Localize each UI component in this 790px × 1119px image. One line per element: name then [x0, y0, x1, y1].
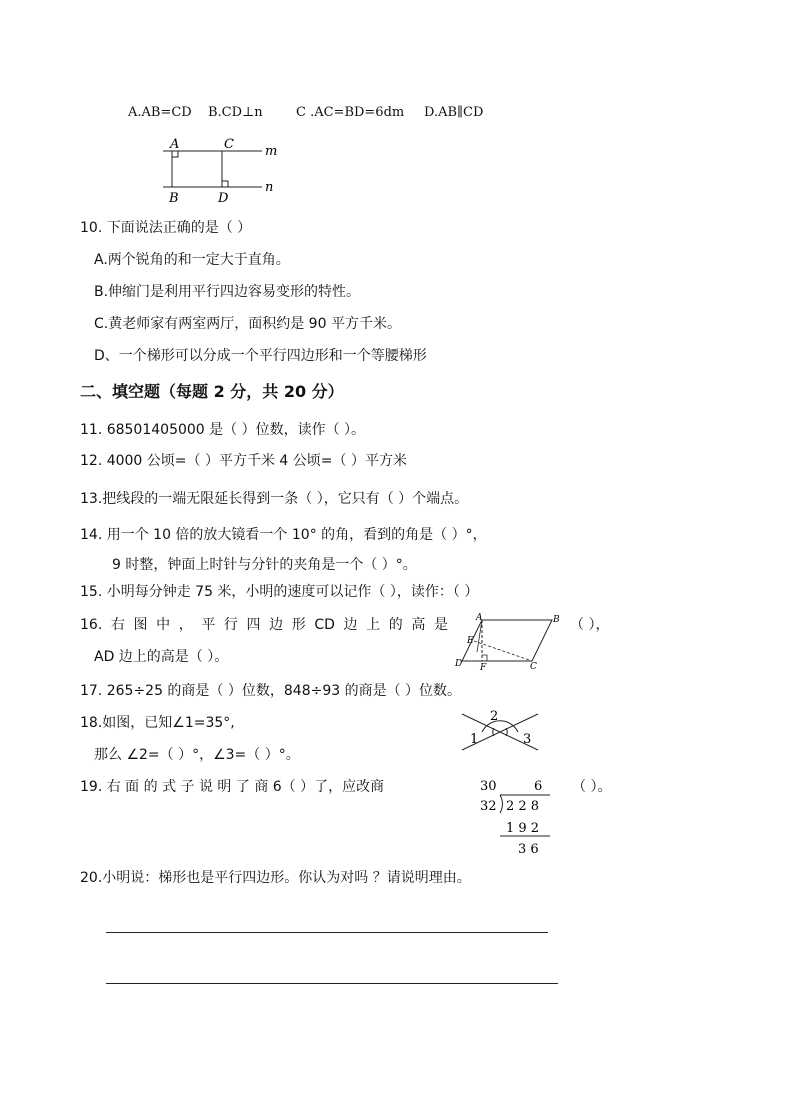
q18-line1: 18.如图，已知∠1=35°, [80, 715, 235, 731]
q16-line1-tail: （ ）， [570, 617, 610, 633]
q16-char: 是 [433, 617, 448, 633]
q9-label-c: C [224, 137, 234, 152]
q16-char: ， [178, 617, 193, 633]
q17: 17. 265÷25 的商是（ ）位数，848÷93 的商是（ ）位数。 [80, 683, 462, 699]
q9-option-b: B.CD⊥n [208, 105, 263, 120]
q16-char: 行 [223, 617, 238, 633]
q13: 13.把线段的一端无限延长得到一条（ ），它只有（ ）个端点。 [80, 491, 469, 507]
q10-option-c: C.黄老师家有两室两厅，面积约是 90 平方千米。 [94, 316, 401, 332]
q19-product: 1 9 2 [506, 821, 540, 836]
q9-figure [160, 134, 290, 204]
q19-quotient-left: 30 [480, 779, 497, 794]
q10-option-d: D、一个梯形可以分成一个平行四边形和一个等腰梯形 [94, 348, 427, 364]
q14-line1: 14. 用一个 10 倍的放大镜看一个 10° 的角，看到的角是（ ）°， [80, 527, 487, 543]
q16-number: 16. [80, 617, 103, 633]
q12: 12. 4000 公顷=（ ）平方千米 4 公顷=（ ）平方米 [80, 453, 407, 469]
q18-figure [458, 708, 548, 758]
q20: 20.小明说：梯形也是平行四边形。你认为对吗 ？请说明理由。 [80, 870, 471, 886]
q11: 11. 68501405000 是（ ）位数，读作（ ）。 [80, 422, 366, 438]
q9-label-b: B [169, 191, 179, 206]
q16-label-f: F [480, 663, 487, 673]
q19-quotient-right: 6 [534, 779, 543, 794]
q9-label-n: n [265, 180, 274, 195]
q18-line2: 那么 ∠2=（ ）°，∠3=（ ）°。 [94, 747, 300, 763]
q18-label-2: 2 [490, 709, 499, 724]
q16-char: 上 [366, 617, 381, 633]
q19-dividend: 2 2 8 [506, 799, 540, 814]
q18-label-3: 3 [523, 732, 532, 747]
q10-stem: 10. 下面说法正确的是（ ） [80, 220, 252, 236]
q16-line1 [80, 615, 448, 635]
q16-char: 平 [201, 617, 216, 633]
q19-text: 19. 右 面 的 式 子 说 明 了 商 6（ ）了，应改商 [80, 779, 385, 795]
q9-option-a: A.AB=CD [128, 105, 192, 120]
q19-remainder: 3 6 [518, 842, 539, 857]
q16-char: 右 [110, 617, 125, 633]
q15: 15. 小明每分钟走 75 米，小明的速度可以记作（ ），读作：（ ） [80, 584, 479, 600]
q10-option-b: B.伸缩门是利用平行四边容易变形的特性。 [94, 284, 361, 300]
q19-division [478, 774, 558, 856]
q16-char: 边 [343, 617, 358, 633]
q9-option-c: C .AC=BD=6dm [296, 105, 405, 120]
q16-char: 边 [269, 617, 284, 633]
q9-label-m: m [265, 144, 278, 159]
q16-char: 高 [411, 617, 426, 633]
q16-char: 中 [156, 617, 171, 633]
q9-label-d: D [218, 191, 229, 206]
q16-figure [452, 612, 562, 673]
answer-line-1[interactable] [106, 932, 548, 933]
q19-tail: （ ）。 [572, 779, 612, 795]
q16-char: 的 [388, 617, 403, 633]
q16-label-d: D [455, 659, 463, 669]
q18-label-1: 1 [470, 732, 479, 747]
answer-line-2[interactable] [106, 983, 558, 984]
q9-options [128, 103, 483, 123]
q16-label-c: C [530, 662, 537, 672]
q16-char: CD [314, 617, 335, 633]
q16-char: 图 [133, 617, 148, 633]
q10-option-a: A.两个锐角的和一定大于直角。 [94, 252, 290, 268]
q16-char: 形 [291, 617, 306, 633]
q16-line2: AD 边上的高是（ ）。 [94, 649, 229, 665]
q16-label-e: E [467, 636, 474, 646]
section2-title: 二、填空题（每题 2 分，共 20 分） [80, 382, 344, 401]
q16-label-b: B [553, 615, 560, 625]
q9-option-d: D.AB∥CD [424, 105, 484, 120]
q9-label-a: A [170, 137, 180, 152]
q16-char: 四 [246, 617, 261, 633]
q16-label-a: A [476, 613, 483, 623]
q14-line2: 9 时整，钟面上时针与分针的夹角是一个（ ）°。 [112, 557, 417, 573]
q19-divisor: 32 [480, 799, 497, 814]
